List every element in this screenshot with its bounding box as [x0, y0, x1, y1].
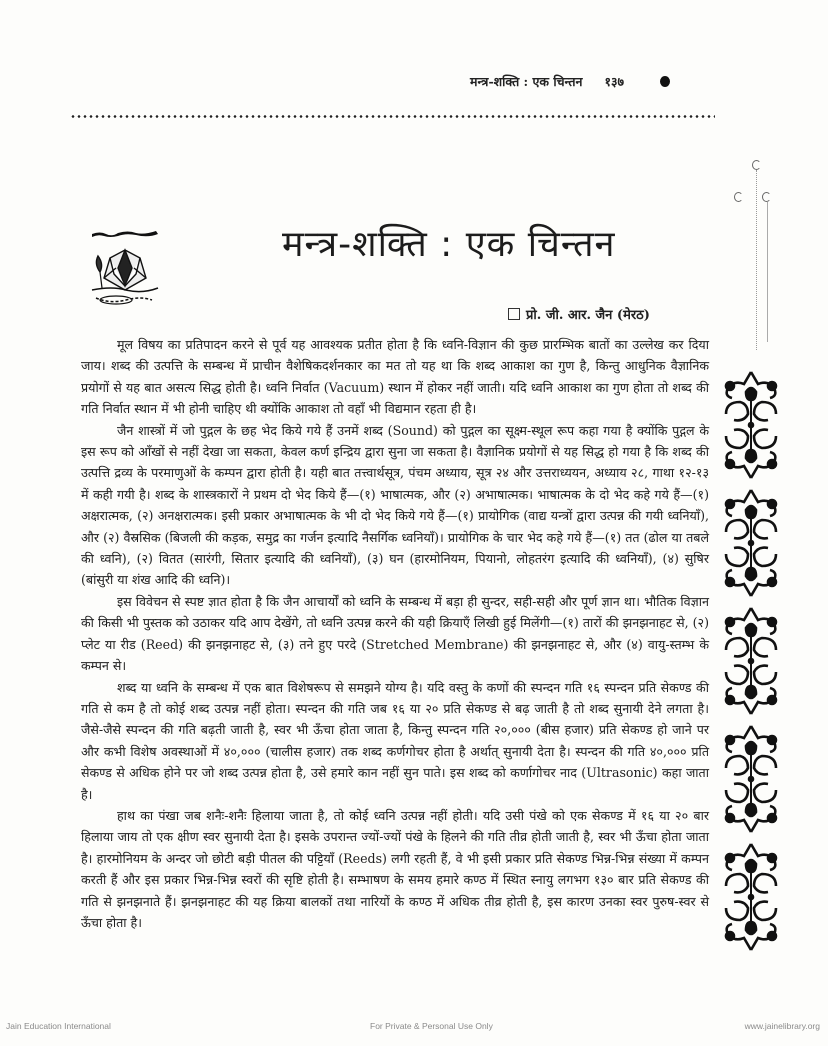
floral-ornament-icon	[722, 842, 780, 952]
running-title: मन्त्र-शक्ति : एक चिन्तन	[470, 74, 583, 89]
footer-usage-note: For Private & Personal Use Only	[370, 1021, 493, 1031]
bullet-icon	[660, 76, 670, 87]
ring-mark-icon	[734, 192, 743, 202]
square-bullet-icon	[508, 308, 520, 320]
ring-mark-icon	[752, 160, 761, 170]
article-body	[81, 334, 709, 933]
article-title: मन्त्र-शक्ति : एक चिन्तन	[282, 224, 616, 265]
ring-mark-icon	[762, 192, 771, 202]
margin-line	[756, 170, 757, 350]
page-footer	[0, 1021, 828, 1035]
lotus-illustration-icon	[90, 228, 160, 306]
author-byline	[508, 305, 650, 323]
paragraph: इस विवेचन से स्पष्ट ज्ञात होता है कि जैन आचार्यों को ध्वनि के सम्बन्ध में बड़ा ही सुन्दर, सही-सही और पूर्ण ज्ञान था। भौतिक विज्ञान की किसी भी पुस्तक को उठाकर यदि आप देखेंगे, तो ध्वनि उत्पन्न करने की यही क्रियाएँ लिखी हुई मिलेंगी—(१) तारों की झनझनाहट से, (२) प्लेट या रीड (Reed) की झनझनाहट से, (३) तने हुए परदे (Stretched Membrane) की झनझनाहट से, और (४) वायु-स्तम्भ के कम्पन से।	[81, 593, 709, 674]
footer-website: www.jainelibrary.org	[744, 1021, 820, 1031]
floral-ornament-icon	[722, 488, 780, 598]
paragraph: मूल विषय का प्रतिपादन करने से पूर्व यह आवश्यक प्रतीत होता है कि ध्वनि-विज्ञान की कुछ प्रारम्भिक बातों का उल्लेख कर दिया जाय। शब्द की उत्पत्ति के सम्बन्ध में प्राचीन वैशेषिकदर्शनकार का मत तो यह था कि शब्द आकाश का गुण है, किन्तु आधुनिक वैज्ञानिक प्रयोगों से यह बात असत्य सिद्ध होती है। ध्वनि निर्वात (Vacuum) स्थान में होकर नहीं जाती। यदि ध्वनि आकाश का गुण होता तो शब्द की गति निर्वात स्थान में भी होनी चाहिए थी क्योंकि आकाश तो वहाँ भी विद्यमान रहता ही है।	[81, 337, 709, 417]
paragraph: हाथ का पंखा जब शनैः-शनैः हिलाया जाता है, तो कोई ध्वनि उत्पन्न नहीं होती। यदि उसी पंखे को एक सेकण्ड में १६ या २० बार हिलाया जाय तो एक क्षीण स्वर सुनायी देता है। इसके उपरान्त ज्यों-ज्यों पंखे के हिलने की गति तीव्र होती जाती है, स्वर भी ऊँचा होता जाता है। हारमोनियम के अन्दर जो छोटी बड़ी पीतल की पट्टियाँ (Reeds) लगी रहती हैं, वे भी इसी प्रकार प्रति सेकण्ड भिन्न-भिन्न संख्या में कम्पन करती हैं और इस प्रकार भिन्न-भिन्न स्वरों की सृष्टि होती है। सम्भाषण के समय हमारे कण्ठ में स्थित स्नायु लगभग १३० बार प्रति सेकण्ड की गति से झनझनाते हैं। झनझनाहट की यह क्रिया बालकों तथा नारियों के कण्ठ में अधिक तीव्र होती है, इस कारण उनका स्वर पुरुष-स्वर से ऊँचा होता है।	[81, 807, 709, 930]
dotted-divider	[70, 115, 715, 118]
author-name: प्रो. जी. आर. जैन (मेरठ)	[526, 308, 650, 323]
floral-ornament-icon	[722, 606, 780, 716]
binding-marks	[740, 160, 800, 350]
floral-ornament-icon	[722, 724, 780, 834]
margin-line	[767, 202, 768, 342]
page-number: १३७	[604, 74, 624, 89]
running-header	[470, 73, 670, 90]
floral-ornament-icon	[722, 370, 780, 480]
paragraph: शब्द या ध्वनि के सम्बन्ध में एक बात विशेषरूप से समझने योग्य है। यदि वस्तु के कणों की स्पन्दन गति १६ स्पन्दन प्रति सेकण्ड की गति से कम है तो कोई शब्द उत्पन्न नहीं होता। स्पन्दन की गति जब १६ या २० प्रति सेकण्ड से बढ़ जाती है तो शब्द सुनायी देने लगता है। जैसे-जैसे स्पन्दन की गति बढ़ती जाती है, स्वर भी ऊँचा होता जाता है, किन्तु स्पन्दन गति २०,००० (बीस हजार) प्रति सेकण्ड हो जाने पर और कभी विशेष अवस्थाओं में ४०,००० (चालीस हजार) तक शब्द कर्णगोचर होता है अर्थात् सुनायी देता है। स्पन्दन की गति ४०,००० प्रति सेकण्ड से अधिक होने पर जो शब्द उत्पन्न होता है, उसे हमारे कान नहीं सुन पाते। इस शब्द को कर्णागोचर नाद (Ultrasonic) कहा जाता है।	[81, 679, 709, 802]
paragraph: जैन शास्त्रों में जो पुद्गल के छह भेद किये गये हैं उनमें शब्द (Sound) को पुद्गल का सूक्ष्म-स्थूल रूप कहा गया है क्योंकि पुद्गल के इस रूप को आँखों से नहीं देखा जा सकता, केवल कर्ण इन्द्रिय द्वारा सुना जा सकता है। वैज्ञानिक प्रयोगों से यह सिद्ध हो गया है कि शब्द की उत्पत्ति द्रव्य के परमाणुओं के कम्पन द्वारा होती है। यही बात तत्त्वार्थसूत्र, पंचम अध्याय, सूत्र २४ और उत्तराध्ययन, अध्याय २८, गाथा १२-१३ में कही गयी है। शब्द के शास्त्रकारों ने प्रथम दो भेद किये हैं—(१) भाषात्मक, और (२) अभाषात्मक। भाषात्मक के दो भेद कहे गये हैं—(१) अक्षरात्मक, (२) अनक्षरात्मक। इसी प्रकार अभाषात्मक के भी दो भेद किये गये हैं—(१) प्रायोगिक (वाद्य यन्त्रों द्वारा उत्पन्न की गयी ध्वनियाँ), और (२) वैस्रसिक (बिजली की कड़क, समुद्र का गर्जन इत्यादि नैसर्गिक ध्वनियाँ)। प्रायोगिक के चार भेद कहे गये हैं—(१) तत (ढोल या तबले की ध्वनि), (२) वितत (सारंगी, सितार इत्यादि की ध्वनियाँ), (३) घन (हारमोनियम, पियानो, लोहतरंग इत्यादि की ध्वनियाँ), (४) सुषिर (बांसुरी या शंख आदि की ध्वनि)।	[81, 422, 710, 588]
floral-ornament-column	[722, 370, 780, 960]
footer-publisher: Jain Education International	[6, 1021, 111, 1031]
